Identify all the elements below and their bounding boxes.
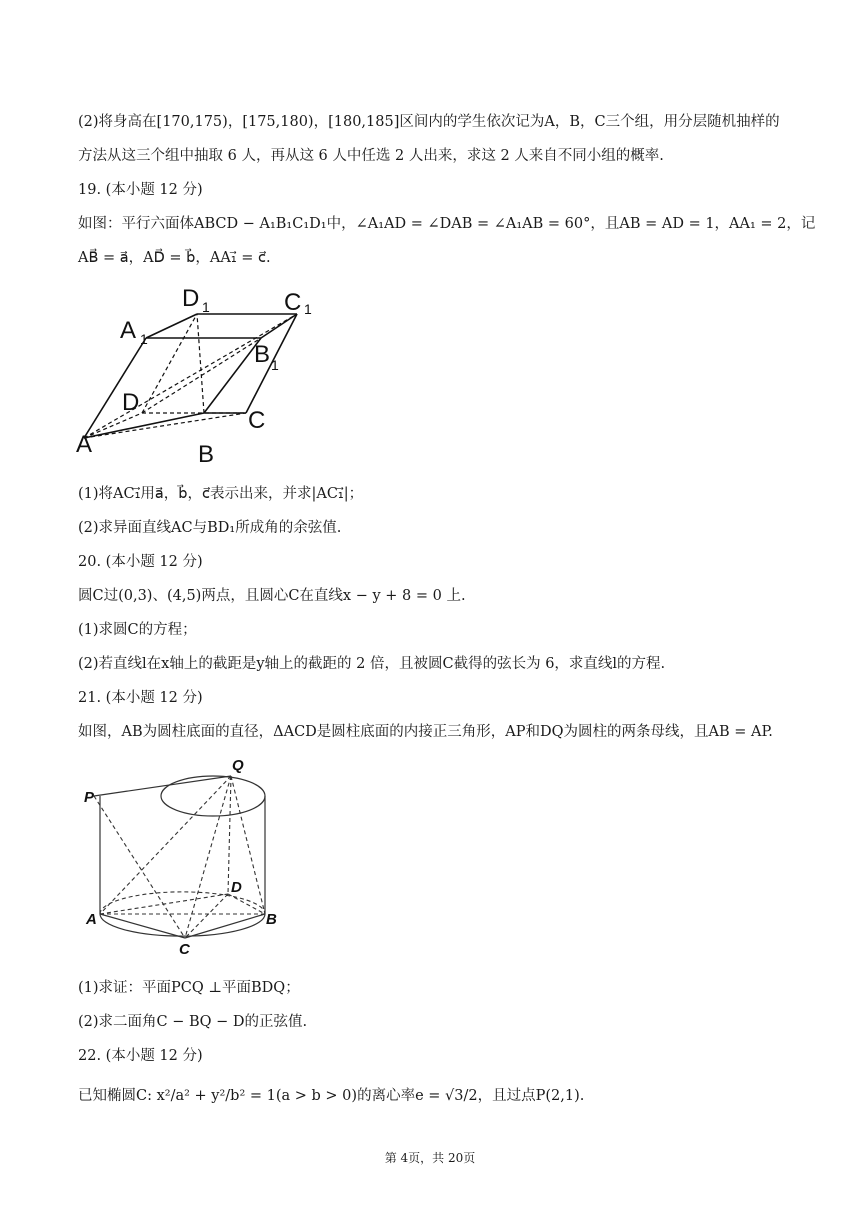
label-B: B (198, 441, 215, 468)
q20-part2: (2)若直线l在x轴上的截距是y轴上的截距的 2 倍，且被圆C截得的弦长为 6，求直线l的方程. (78, 656, 666, 672)
label-A1-sub: 1 (140, 331, 148, 347)
parallelepiped-figure (76, 278, 336, 468)
label-C1-sub: 1 (304, 301, 312, 317)
q19-stem-line-2: AB⃗ = a⃗，AD⃗ = b⃗，AA₁⃗ = c⃗. (78, 250, 271, 266)
label-Q: Q (232, 757, 244, 774)
q22-stem: 已知椭圆C: x²/a² + y²/b² = 1(a > b > 0)的离心率e = √3/2，且过点P(2,1). (78, 1088, 585, 1104)
q18-part2-line-1: (2)将身高在[170,175)，[175,180)，[180,185]区间内的学生依次记为A，B，C三个组，用分层随机抽样的 (78, 114, 780, 130)
label-D: D (231, 879, 242, 896)
label-C1: C (284, 289, 302, 316)
q22-header: 22. (本小题 12 分) (78, 1048, 203, 1064)
q20-stem: 圆C过(0,3)、(4,5)两点，且圆心C在直线x − y + 8 = 0 上. (78, 588, 466, 604)
q20-part1: (1)求圆C的方程； (78, 622, 197, 638)
q20-header: 20. (本小题 12 分) (78, 554, 203, 570)
q19-stem-line-1: 如图：平行六面体ABCD − A₁B₁C₁D₁中，∠A₁AD = ∠DAB = ∠A₁AB = 60°，且AB = AD = 1，AA₁ = 2，记 (78, 216, 816, 232)
label-A: A (76, 431, 93, 458)
q19-part1: (1)将AC₁⃗用a⃗，b⃗，c⃗表示出来，并求|AC₁⃗|； (78, 486, 364, 502)
q21-stem: 如图，AB为圆柱底面的直径，ΔACD是圆柱底面的内接正三角形，AP和DQ为圆柱的两条母线，且AB = AP. (78, 724, 773, 740)
q21-part2: (2)求二面角C − BQ − D的正弦值. (78, 1014, 308, 1030)
q19-header: 19. (本小题 12 分) (78, 182, 203, 198)
label-B1-sub: 1 (271, 357, 279, 373)
label-A: A (86, 911, 97, 928)
label-D: D (122, 389, 140, 416)
label-B1: B (254, 341, 271, 368)
q18-part2-line-2: 方法从这三个组中抽取 6 人，再从这 6 人中任选 2 人出来，求这 2 人来自不同小组的概率. (78, 148, 664, 164)
q19-part2: (2)求异面直线AC与BD₁所成角的余弦值. (78, 520, 342, 536)
label-C: C (179, 941, 190, 954)
page-footer: 第 4页，共 20页 (384, 1151, 476, 1165)
label-A1: A (120, 317, 137, 344)
label-B: B (266, 911, 277, 928)
label-P: P (84, 789, 95, 806)
q21-header: 21. (本小题 12 分) (78, 690, 203, 706)
q21-part1: (1)求证：平面PCQ ⊥平面BDQ； (78, 980, 300, 996)
label-C: C (248, 407, 266, 434)
cylinder-figure (80, 754, 290, 954)
label-D1: D (182, 285, 200, 312)
label-D1-sub: 1 (202, 299, 210, 315)
